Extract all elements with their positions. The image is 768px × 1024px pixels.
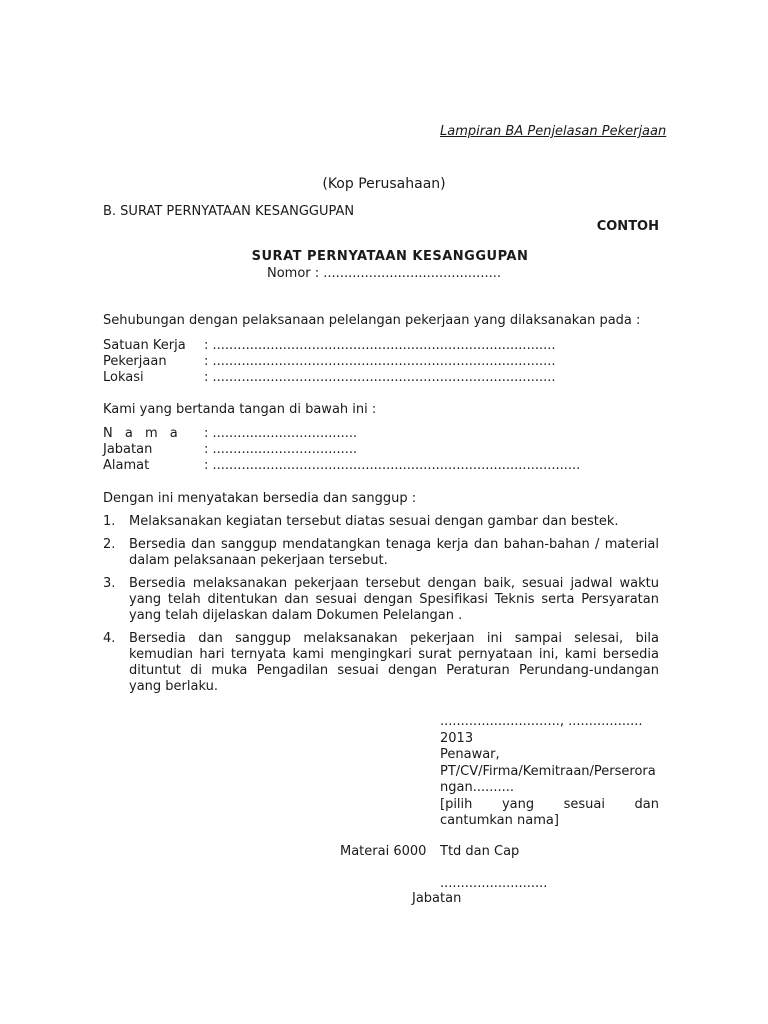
signer-field-value: : ................................... [204, 442, 358, 457]
signer-field-label: Alamat [103, 458, 150, 473]
signer-field-label: N a m a [103, 426, 182, 441]
signer-field-value: : ......................................................................................... [204, 458, 581, 473]
declaration-intro: Dengan ini menyatakan bersedia dan sanggup : [103, 491, 417, 506]
signer-intro: Kami yang bertanda tangan di bawah ini : [103, 402, 377, 417]
section-heading: B. SURAT PERNYATAAN KESANGGUPAN [103, 204, 355, 219]
list-item-text: Melaksanakan kegiatan tersebut diatas sesuai dengan gambar dan bestek. [129, 514, 619, 529]
bidder-label: Penawar, [440, 747, 500, 762]
intro-paragraph: Sehubungan dengan pelaksanaan pelelangan pekerjaan yang dilaksanakan pada : [103, 313, 641, 328]
work-field-row [103, 354, 556, 369]
signer-field-row [103, 442, 357, 457]
attachment-label: Lampiran BA Penjelasan Pekerjaan [440, 124, 667, 139]
signer-field-row [103, 458, 580, 473]
signer-position-label: Jabatan [412, 891, 462, 906]
work-field-row [103, 338, 556, 353]
instruction-note: [pilih yang sesuai dan cantumkan nama] [440, 796, 659, 828]
statement-list [103, 514, 659, 702]
work-field-value: : ................................................................................... [204, 370, 556, 385]
company-type-line-continued: ngan.......... [440, 780, 515, 795]
list-item-text: Bersedia dan sanggup melaksanakan pekerjaan ini sampai selesai, bila kemudian hari ternyata kami mengingkari surat pernyataan ini, kami bersedia dituntut di muka Pengadilan sesuai dengan Peraturan Perundang-undangan yang berlaku. [129, 631, 659, 694]
work-field-value: : ................................................................................... [204, 338, 556, 353]
list-item-number: 3. [103, 576, 116, 591]
place-date-line: ............................., .................. [440, 714, 643, 729]
list-item [103, 576, 659, 624]
signer-field-row [103, 426, 357, 441]
document-title: SURAT PERNYATAAN KESANGGUPAN [251, 249, 529, 264]
stamp-duty-label: Materai 6000 [340, 844, 427, 859]
list-item [103, 537, 659, 569]
work-field-value: : ................................................................................... [204, 354, 556, 369]
company-letterhead-placeholder: (Kop Perusahaan) [322, 176, 446, 192]
list-item-number: 1. [103, 514, 116, 529]
signature-stamp-label: Ttd dan Cap [440, 844, 520, 859]
signer-name-placeholder: .......................... [440, 876, 548, 891]
list-item [103, 514, 659, 530]
list-item-number: 4. [103, 631, 116, 646]
work-field-label: Pekerjaan [103, 354, 167, 369]
document-number: Nomor : ........................................... [267, 266, 501, 281]
sample-label: CONTOH [596, 219, 659, 234]
company-type-line: PT/CV/Firma/Kemitraan/Perserora [440, 763, 656, 779]
list-item-text: Bersedia melaksanakan pekerjaan tersebut dengan baik, sesuai jadwal waktu yang telah ditentukan dan sesuai dengan Spesifikasi Teknis serta Persyaratan yang telah dijelaskan dalam Dokumen Pelelangan . [129, 576, 659, 623]
signer-field-label: Jabatan [103, 442, 153, 457]
list-item-text: Bersedia dan sanggup mendatangkan tenaga kerja dan bahan-bahan / material dalam pelaksanaan pekerjaan tersebut. [129, 537, 659, 568]
signature-year: 2013 [440, 730, 474, 746]
work-field-row [103, 370, 556, 385]
signature-block [440, 714, 659, 830]
work-field-label: Lokasi [103, 370, 144, 385]
list-item [103, 631, 659, 695]
signer-field-value: : ................................... [204, 426, 358, 441]
work-field-label: Satuan Kerja [103, 338, 186, 353]
list-item-number: 2. [103, 537, 116, 552]
